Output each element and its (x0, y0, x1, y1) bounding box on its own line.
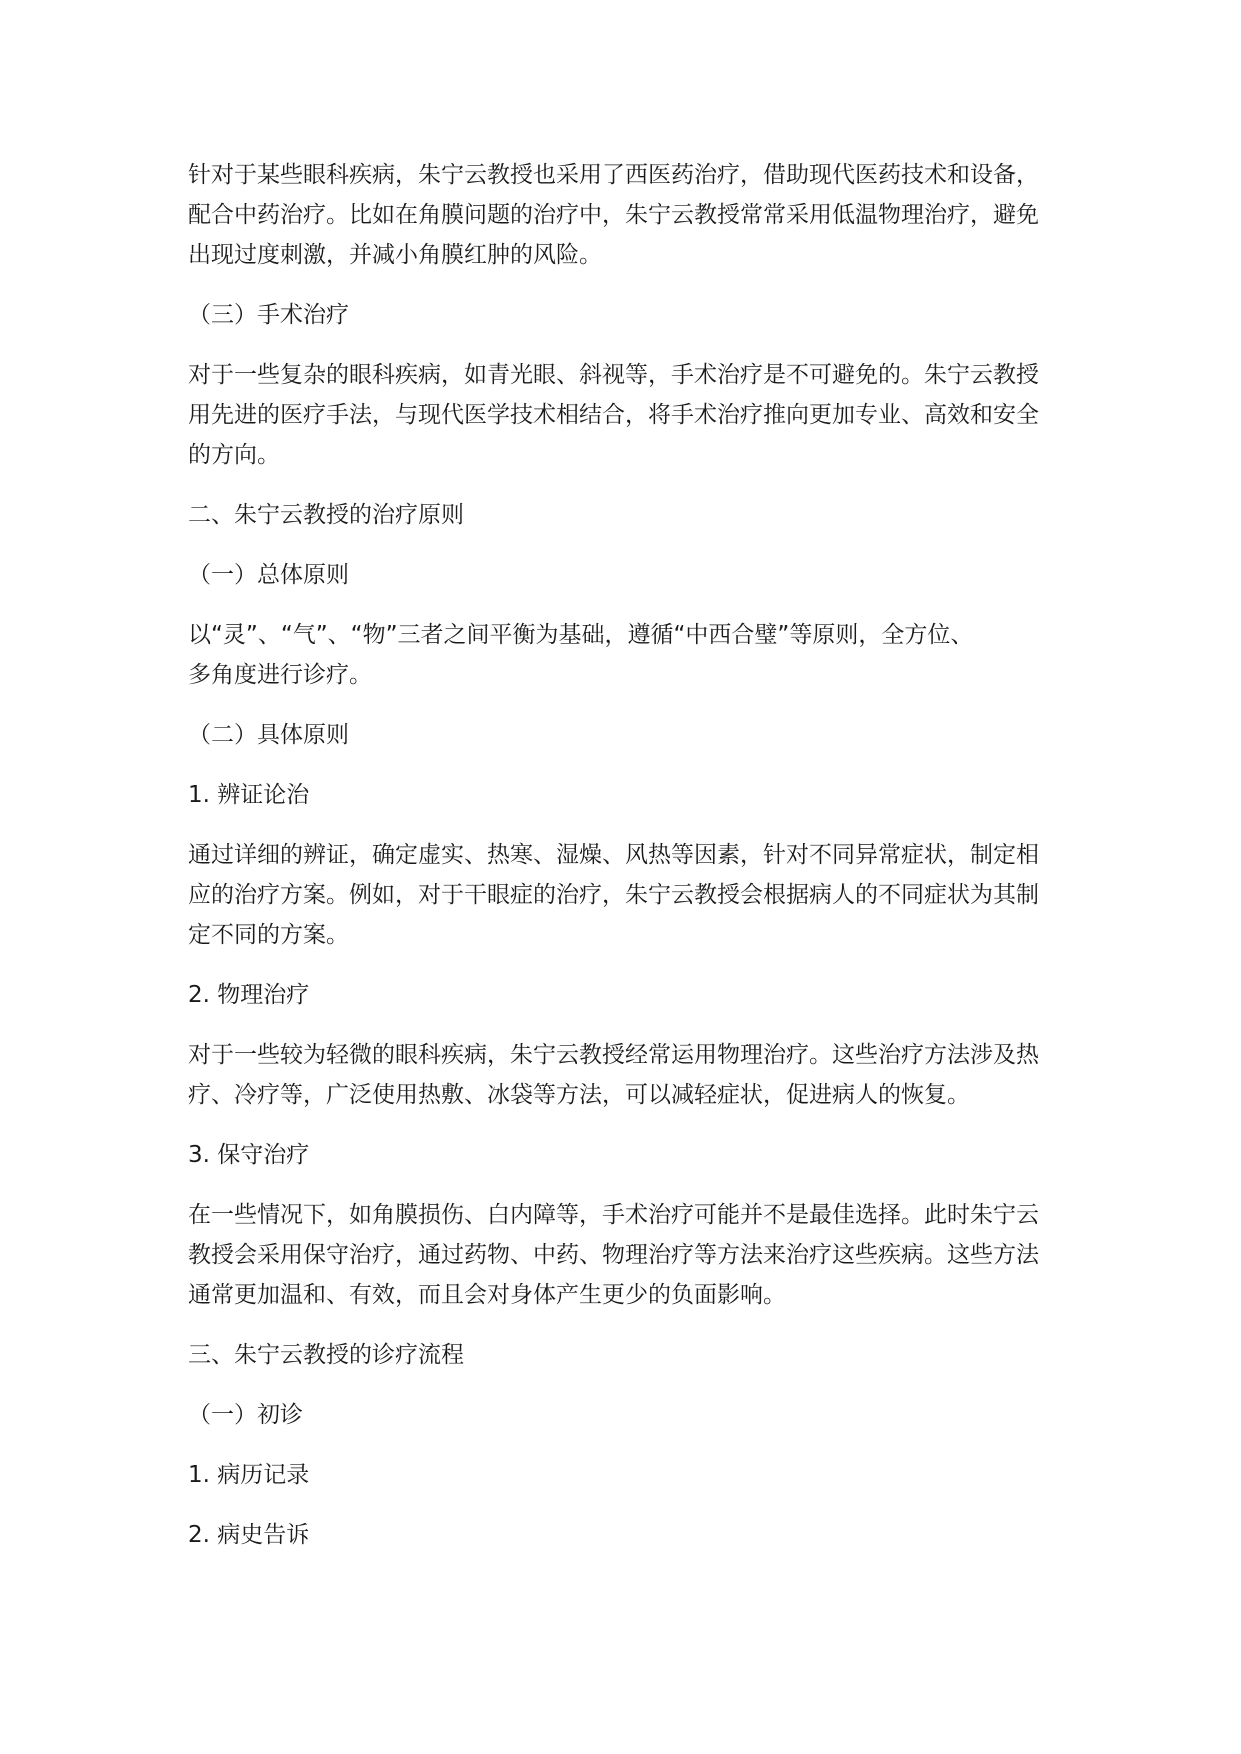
heading-conservative-therapy (188, 1135, 1088, 1175)
heading-text: 2. 物理治疗 (188, 982, 310, 1008)
heading-treatment-principles (188, 495, 1088, 535)
heading-text: 2. 病史告诉 (188, 1522, 310, 1548)
paragraph-conservative-therapy (188, 1195, 1088, 1315)
heading-text: （二）具体原则 (188, 722, 349, 748)
heading-text: 三、朱宁云教授的诊疗流程 (188, 1342, 464, 1368)
heading-text: （一）总体原则 (188, 562, 349, 588)
text-line: 配合中药治疗。比如在角膜问题的治疗中，朱宁云教授常常采用低温物理治疗，避免 (188, 202, 1039, 228)
text-line: 通常更加温和、有效，而且会对身体产生更少的负面影响。 (188, 1282, 786, 1308)
text-line: 针对于某些眼科疾病，朱宁云教授也采用了西医药治疗，借助现代医药技术和设备， (188, 162, 1039, 188)
heading-overall-principle (188, 555, 1088, 595)
item-medical-record (188, 1455, 1088, 1495)
heading-diagnosis-process (188, 1335, 1088, 1375)
document-body (188, 155, 1088, 1555)
text-line: 应的治疗方案。例如，对于干眼症的治疗，朱宁云教授会根据病人的不同症状为其制 (188, 882, 1039, 908)
heading-specific-principles (188, 715, 1088, 755)
heading-text: （一）初诊 (188, 1402, 303, 1428)
heading-text: （三）手术治疗 (188, 302, 349, 328)
text-line: 用先进的医疗手法，与现代医学技术相结合，将手术治疗推向更加专业、高效和安全 (188, 402, 1039, 428)
heading-text: 1. 辨证论治 (188, 782, 310, 808)
text-line: 出现过度刺激，并减小角膜红肿的风险。 (188, 242, 602, 268)
text-line: 疗、冷疗等，广泛使用热敷、冰袋等方法，可以减轻症状，促进病人的恢复。 (188, 1082, 970, 1108)
heading-physical-therapy (188, 975, 1088, 1015)
item-medical-history (188, 1515, 1088, 1555)
paragraph-surgery (188, 355, 1088, 475)
heading-first-visit (188, 1395, 1088, 1435)
text-line: 定不同的方案。 (188, 922, 349, 948)
heading-text: 二、朱宁云教授的治疗原则 (188, 502, 464, 528)
text-line: 对于一些较为轻微的眼科疾病，朱宁云教授经常运用物理治疗。这些治疗方法涉及热 (188, 1042, 1039, 1068)
text-line: 通过详细的辨证，确定虚实、热寒、湿燥、风热等因素，针对不同异常症状，制定相 (188, 842, 1039, 868)
heading-surgery (188, 295, 1088, 335)
text-line: 以“灵”、“气”、“物”三者之间平衡为基础，遵循“中西合璧”等原则，全方位、 (188, 622, 974, 648)
paragraph-western-medicine (188, 155, 1088, 275)
text-line: 的方向。 (188, 442, 280, 468)
heading-text: 1. 病历记录 (188, 1462, 310, 1488)
text-line: 在一些情况下，如角膜损伤、白内障等，手术治疗可能并不是最佳选择。此时朱宁云 (188, 1202, 1039, 1228)
heading-syndrome-differentiation (188, 775, 1088, 815)
paragraph-overall-principle (188, 615, 1088, 695)
heading-text: 3. 保守治疗 (188, 1142, 310, 1168)
text-line: 对于一些复杂的眼科疾病，如青光眼、斜视等，手术治疗是不可避免的。朱宁云教授 (188, 362, 1039, 388)
text-line: 多角度进行诊疗。 (188, 662, 372, 688)
text-line: 教授会采用保守治疗，通过药物、中药、物理治疗等方法来治疗这些疾病。这些方法 (188, 1242, 1039, 1268)
paragraph-physical-therapy (188, 1035, 1088, 1115)
paragraph-syndrome-differentiation (188, 835, 1088, 955)
